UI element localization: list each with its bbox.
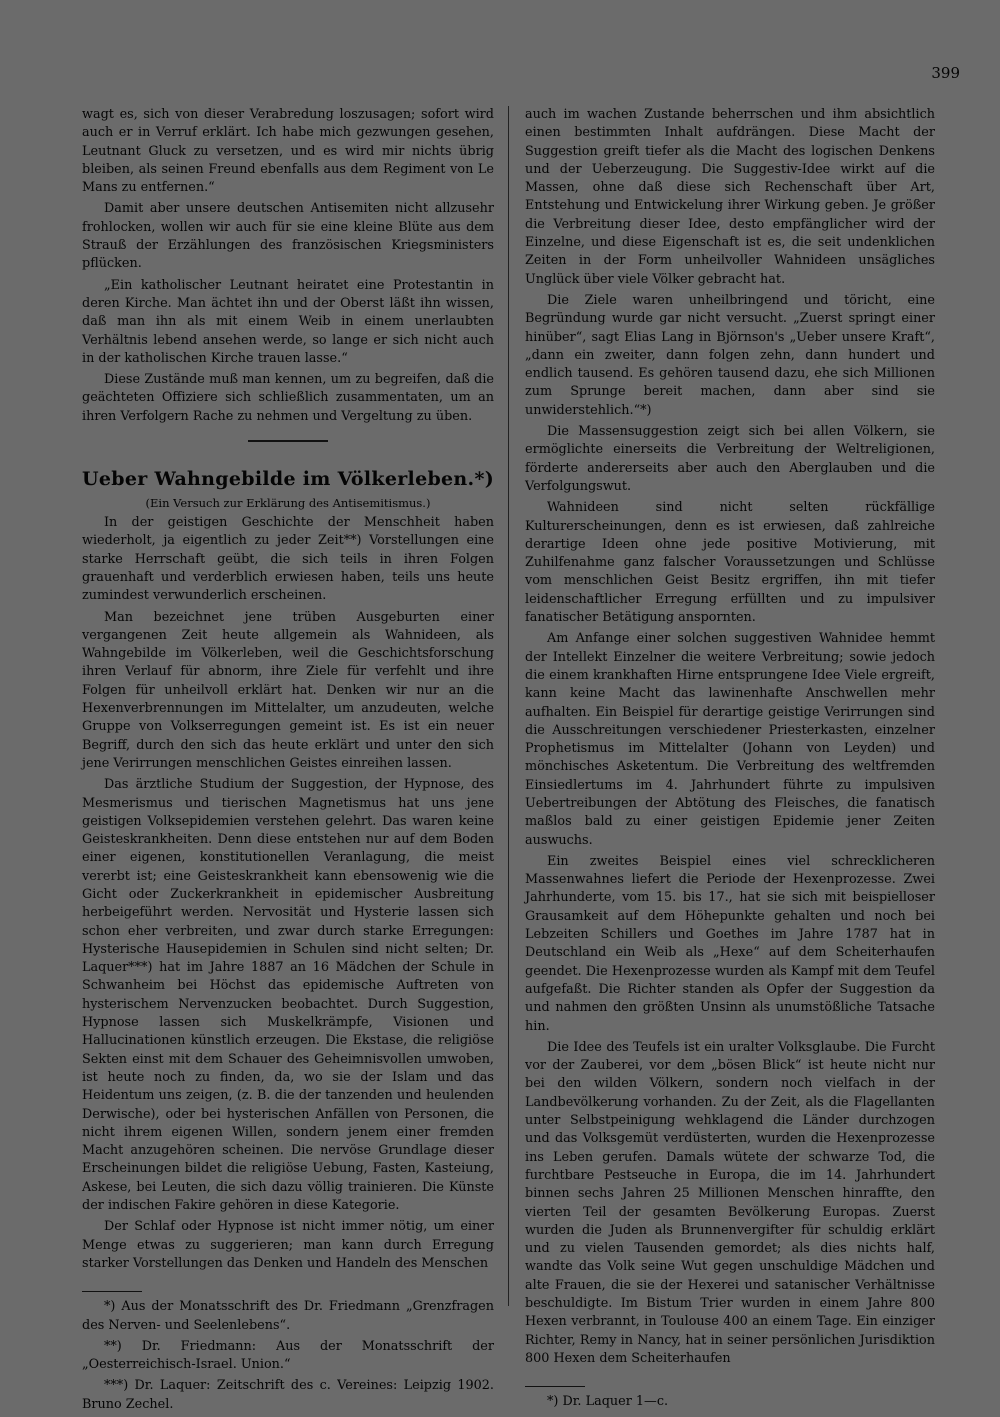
- paragraph: auch im wachen Zustande beherrschen und ihm absichtlich einen bestimmten Inhalt aufdrängen. Diese Macht der Suggestion greift tiefer als die Macht des logischen Denkens und der Ueberzeugung. Die Suggestiv-Idee wirkt auf die Massen, ohne daß diese sich Rechenschaft über Art, Entstehung und Entwickelung ihrer Wirkung geben. Je größer die Verbreitung dieser Idee, desto empfänglicher wird der Einzelne, und diese Eigenschaft ist es, die seit undenklichen Zeiten in der Form unheilvoller Wahnideen unsägliches Unglück über viele Völker gebracht hat.: [525, 107, 935, 287]
- paragraph: Der Schlaf oder Hypnose ist nicht immer nötig, um einer Menge etwas zu suggerieren; man kann durch Erregung starker Vorstellungen das Denken und Handeln des Menschen: [82, 1219, 494, 1271]
- paragraph: Die Ziele waren unheilbringend und töricht, eine Begründung wurde gar nicht versucht. „Zuerst springt einer hinüber“, sagt Elias Lang in Björnson's „Ueber unsere Kraft“, „dann ein zweiter, dann folgen zehn, dann hundert und endlich tausend. Es gehören tausend dazu, ehe sich Millionen zum Sprunge bereit machen, dann aber sind sie unwiderstehlich.“*): [525, 292, 935, 418]
- paragraph: Damit aber unsere deutschen Antisemiten nicht allzusehr frohlocken, wollen wir auch für sie eine kleine Blüte aus dem Strauß der Erzählungen des französischen Kriegsministers pflücken.: [82, 201, 494, 272]
- paragraph: „Ein katholischer Leutnant heiratet eine Protestantin in deren Kirche. Man ächtet ihn und der Oberst läßt ihn wissen, daß man ihn als mit einem Weib in einem unerlaubten Verhältnis lebend ansehen werde, so lange er sich nicht auch in der katholischen Kirche trauen lasse.“: [82, 277, 494, 366]
- paragraph: Diese Zustände muß man kennen, um zu begreifen, daß die geächteten Offiziere sich schließlich zusammentaten, um an ihren Verfolgern Rache zu nehmen und Vergeltung zu üben.: [82, 372, 494, 424]
- footnote: ***) Dr. Laquer: Zeitschrift des c. Vereines: Leipzig 1902. Bruno Zechel.: [82, 1378, 494, 1412]
- article-subtitle: (Ein Versuch zur Erklärung des Antisemitismus.): [145, 496, 431, 511]
- article-title: Ueber Wahngebilde im Völkerleben.*): [82, 468, 494, 491]
- paragraph: wagt es, sich von dieser Verabredung loszusagen; sofort wird auch er in Verruf erklärt. Ich habe mich gezwungen gesehen, Leutnant Gluck zu versetzen, und es wird mir nichts übrig bleiben, als seinen Freund ebenfalls aus dem Regiment von Le Mans zu entfernen.“: [82, 107, 494, 196]
- paragraph: Am Anfange einer solchen suggestiven Wahnidee hemmt der Intellekt Einzelner die weitere Verbreitung; sowie jedoch die einem krankhaften Hirne entsprungene Idee Viele ergreift, kann keine Macht das lawinenhafte Anschwellen mehr aufhalten. Ein Beispiel für derartige geistige Verirrungen sind die Ausschreitungen verschiedener Priesterkasten, einzelner Prophetismus im Mittelalter (Johann von Leyden) und mönchisches Asketentum. Die Verbreitung des weltfremden Einsiedlertums im 4. Jahrhundert führte zu impulsiven Uebertreibungen der Abtötung des Fleisches, die fanatisch maßlos bald zu einer geistigen Epidemie jener Zeiten auswuchs.: [525, 631, 935, 848]
- column-divider: [508, 106, 509, 1306]
- section-separator: [248, 440, 328, 442]
- paragraph: Das ärztliche Studium der Suggestion, der Hypnose, des Mesmerismus und tierischen Magnetismus hat uns jene geistigen Volksepidemien verstehen gelehrt. Das waren keine Geisteskrankheiten. Denn diese entstehen nur auf dem Boden einer eigenen, konstitutionellen Veranlagung, die meist vererbt ist; eine Geisteskrankheit kann ebensowenig wie die Gicht oder Zuckerkrankheit in epidemischer Ausbreitung herbeigeführt werden. Nervosität und Hysterie lassen sich schon eher verbreiten, und zwar durch starke Erregungen: Hysterische Hausepidemien in Schulen sind nicht selten; Dr. Laquer***) hat im Jahre 1887 an 16 Mädchen der Schule in Schwanheim bei Höchst das epidemische Auftreten von hysterischem Nervenzucken beobachtet. Durch Suggestion, Hypnose lassen sich Muskelkrämpfe, Visionen und Hallucinationen künstlich erzeugen. Die Ekstase, die religiöse Sekten einst mit dem Schauer des Geheimnisvollen umwoben, ist heute noch zu finden, da, wo sie der Islam und das Heidentum uns zeigen, (z. B. die der tanzenden und heulenden Derwische), oder bei hysterischen Anfällen von Personen, die nicht ihrem eigenen Willen, sondern jenem einer fremden Macht anzugehören scheinen. Die nervöse Grundlage dieser Erscheinungen bildet die religiöse Uebung, Fasten, Kasteiung, Askese, bei Leuten, die sich dazu völlig trainieren. Die Künste der indischen Fakire gehören in diese Kategorie.: [82, 777, 494, 1214]
- left-column: [82, 106, 494, 1417]
- paragraph: Man bezeichnet jene trüben Ausgeburten einer vergangenen Zeit heute allgemein als Wahnideen, als Wahngebilde im Völkerleben, weil die Geschichtsforschung ihren Verlauf für abnorm, ihre Ziele für verfehlt und ihre Folgen für unheilvoll erklärt hat. Denken wir nur an die Hexenverbrennungen im Mittelalter, um anzudeuten, welche Gruppe von Volkserregungen gemeint ist. Es ist ein neuer Begriff, durch den sich das heute erklärt und unter den sich jene Verirrungen menschlichen Geistes einreihen lassen.: [82, 609, 494, 771]
- paragraph: Die Idee des Teufels ist ein uralter Volksglaube. Die Furcht vor der Zauberei, vor dem „bösen Blick“ ist heute nicht nur bei den wilden Völkern, sondern noch vielfach in der Landbevölkerung vorhanden. Zu der Zeit, als die Flagellanten unter Selbstpeinigung wehklagend die Länder durchzogen und das Volksgemüt verdüsterten, wurden die Hexenprozesse ins Leben gerufen. Damals wütete der schwarze Tod, die furchtbare Pestseuche in Europa, die im 14. Jahrhundert binnen sechs Jahren 25 Millionen Menschen hinraffte, den vierten Teil der gesamten Bevölkerung Europas. Zuerst wurden die Juden als Brunnenvergifter für schuldig erklärt und zu vielen Tausenden gemordet; als dies nichts half, wandte das Volk seine Wut gegen unschuldige Mädchen und alte Frauen, die sie der Hexerei und satanischer Verhältnisse beschuldigte. Im Bistum Trier wurden in einem Jahre 800 Hexen verbrannt, in Toulouse 400 an einem Tage. Ein einziger Richter, Remy in Nancy, hat in seiner persönlichen Jurisdiktion 800 Hexen dem Scheiterhaufen: [525, 1039, 935, 1366]
- page-number: 399: [931, 64, 960, 82]
- footnote: **) Dr. Friedmann: Aus der Monatsschrift der „Oesterreichisch-Israel. Union.“: [82, 1338, 494, 1373]
- paragraph: In der geistigen Geschichte der Menschheit haben wiederholt, ja eigentlich zu jeder Zeit**) Vorstellungen eine starke Herrschaft geübt, die sich teils in ihren Folgen grauenhaft und verderblich erwiesen haben, teils uns heute zumindest verwunderlich erscheinen.: [82, 515, 494, 604]
- paragraph: Die Massensuggestion zeigt sich bei allen Völkern, sie ermöglichte einerseits die Verbreitung der Weltreligionen, förderte andererseits aber auch den Aberglauben und die Verfolgungswut.: [525, 424, 935, 494]
- footnote-rule: [525, 1386, 585, 1387]
- footnote: *) Dr. Laquer 1—c.: [547, 1394, 669, 1410]
- paragraph: Ein zweites Beispiel eines viel schrecklicheren Massenwahnes liefert die Periode der Hexenprozesse. Zwei Jahrhunderte, vom 15. bis 17., hat sie sich mit beispielloser Grausamkeit auf dem Höhepunkte gehalten und noch bei Lebzeiten Schillers und Goethes im Jahre 1787 hat in Deutschland ein Weib als „Hexe“ auf dem Scheiterhaufen geendet. Die Hexenprozesse wurden als Kampf mit dem Teufel aufgefaßt. Die Richter standen als Opfer der Suggestion da und nahmen den größten Unsinn als unumstößliche Tatsache hin.: [525, 853, 935, 1034]
- right-column: [525, 106, 935, 1414]
- footnote: *) Aus der Monatsschrift des Dr. Friedmann „Grenzfragen des Nerven- und Seelenlebens“.: [82, 1299, 494, 1333]
- paragraph: Wahnideen sind nicht selten rückfällige Kulturerscheinungen, denn es ist erwiesen, daß zahlreiche derartige Ideen ohne jede positive Motivierung, mit Zuhilfenahme ganz falscher Voraussetzungen und Schlüsse vom menschlichen Geist Besitz ergriffen, ihn mit tiefer leidenschaftlicher Erregung erfüllten und zu impulsiver fanatischer Betätigung anspornten.: [525, 500, 935, 626]
- footnote-rule: [82, 1291, 142, 1292]
